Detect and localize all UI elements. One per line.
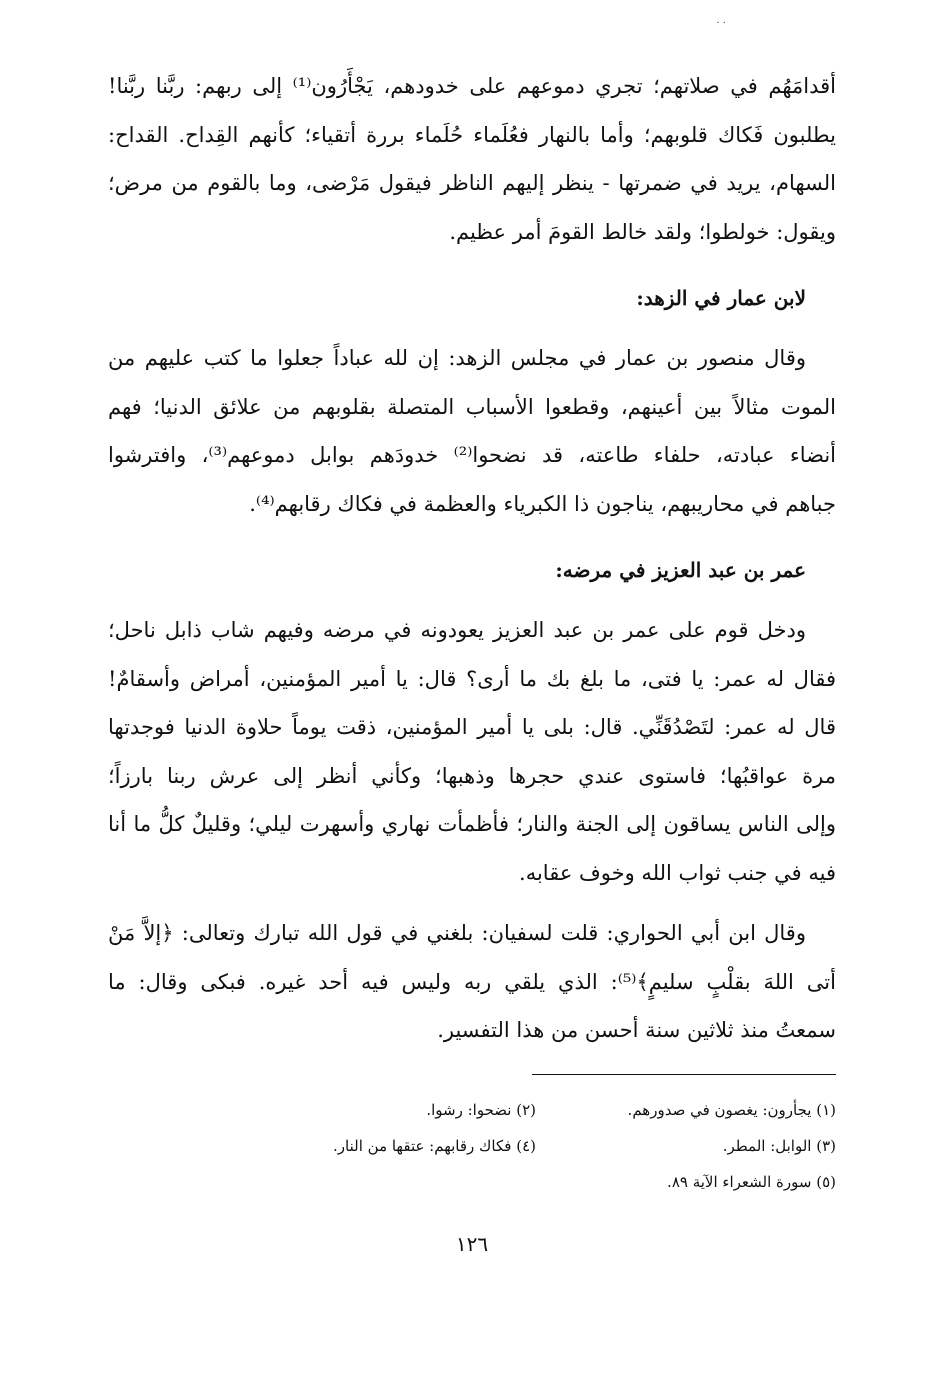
footnote-2: (٢) نضحوا: رشوا.	[426, 1101, 536, 1119]
text-line: فيه في جنب ثواب الله وخوف عقابه.	[519, 860, 836, 885]
text-line: وقال منصور بن عمار في مجلس الزهد: إن لله عباداً جعلوا ما كتب عليهم من	[108, 346, 806, 370]
text-line: أقدامَهُم في صلاتهم؛ تجري دموعهم على خدودهم، يَجْأَرُون⁽¹⁾ إلى ربهم: ربَّنا ربَّنا!	[108, 74, 836, 98]
section-heading-ibn-ammar: لابن عمار في الزهد:	[636, 286, 806, 310]
footnote-row	[108, 1128, 836, 1164]
paragraph-3	[108, 606, 836, 897]
section-heading-umar: عمر بن عبد العزيز في مرضه:	[555, 558, 806, 582]
text-line: ودخل قوم على عمر بن عبد العزيز يعودونه في مرضه وفيهم شاب ذابل ناحل؛	[108, 618, 806, 642]
text-line: فقال له عمر: يا فتى، ما بلغ بك ما أرى؟ قال: يا أمير المؤمنين، أمراض وأسقامٌ!	[108, 666, 836, 691]
footnote-3: (٣) الوابل: المطر.	[722, 1137, 836, 1155]
text-line: السهام، يريد في ضمرتها - ينظر إليهم الناظر فيقول مَرْضى، وما بالقوم من مرض؛	[108, 171, 836, 195]
text-line: جباهم في محاريبهم، يناجون ذا الكبرياء والعظمة في فكاك رقابهم⁽⁴⁾.	[249, 491, 836, 516]
scan-speck: · ·	[716, 18, 726, 29]
paragraph-1	[108, 62, 836, 256]
footnote-row	[108, 1164, 836, 1200]
footnote-1: (١) يجأرون: يغصون في صدورهم.	[627, 1101, 836, 1119]
paragraph-2	[108, 334, 836, 528]
paragraph-4	[108, 909, 836, 1055]
page-number: ١٢٦	[455, 1232, 489, 1256]
footnote-divider	[532, 1074, 836, 1075]
text-line: ويقول: خولطوا؛ ولقد خالط القومَ أمر عظيم.	[449, 219, 836, 244]
text-line: أتى اللهَ بقلْبٍ سليمٍ﴾⁽⁵⁾: الذي يلقي ربه وليس فيه أحد غيره. فبكى وقال: ما	[108, 969, 836, 994]
text-line: وقال ابن أبي الحواري: قلت لسفيان: بلغني في قول الله تبارك وتعالى: ﴿إلاَّ مَنْ	[108, 921, 806, 945]
text-line: سمعتُ منذ ثلاثين سنة أحسن من هذا التفسير.	[437, 1018, 836, 1042]
text-line: قال له عمر: لتَصْدُقَنِّي. قال: بلى يا أمير المؤمنين، ذقت يوماً حلاوة الدنيا فوجدتها	[108, 715, 836, 739]
footnotes	[108, 1092, 836, 1200]
footnote-4: (٤) فكاك رقابهم: عتقها من النار.	[333, 1137, 536, 1155]
text-line: وإلى الناس يساقون إلى الجنة والنار؛ فأظمأت نهاري وأسهرت ليلي؛ وقليلٌ كلُّ ما أنا	[108, 812, 836, 836]
footnote-5: (٥) سورة الشعراء الآية ٨٩.	[667, 1173, 836, 1191]
page-body	[108, 62, 836, 1055]
footnote-row	[108, 1092, 836, 1128]
text-line: مرة عواقبُها؛ فاستوى عندي حجرها وذهبها؛ وكأني أنظر إلى عرش ربنا بارزاً؛	[108, 763, 836, 788]
text-line: الموت مثالاً بين أعينهم، وقطعوا الأسباب المتصلة بقلوبهم من علائق الدنيا؛ فهم	[108, 394, 836, 419]
text-line: أنضاء عبادته، حلفاء طاعته، قد نضحوا⁽²⁾ خدودَهم بوابل دموعهم⁽³⁾، وافترشوا	[108, 443, 836, 467]
text-line: يطلبون فَكاك قلوبهم؛ وأما بالنهار فعُلَماء حُلَماء بررة أتقياء؛ كأنهم القِداح. القداح:	[108, 122, 836, 147]
